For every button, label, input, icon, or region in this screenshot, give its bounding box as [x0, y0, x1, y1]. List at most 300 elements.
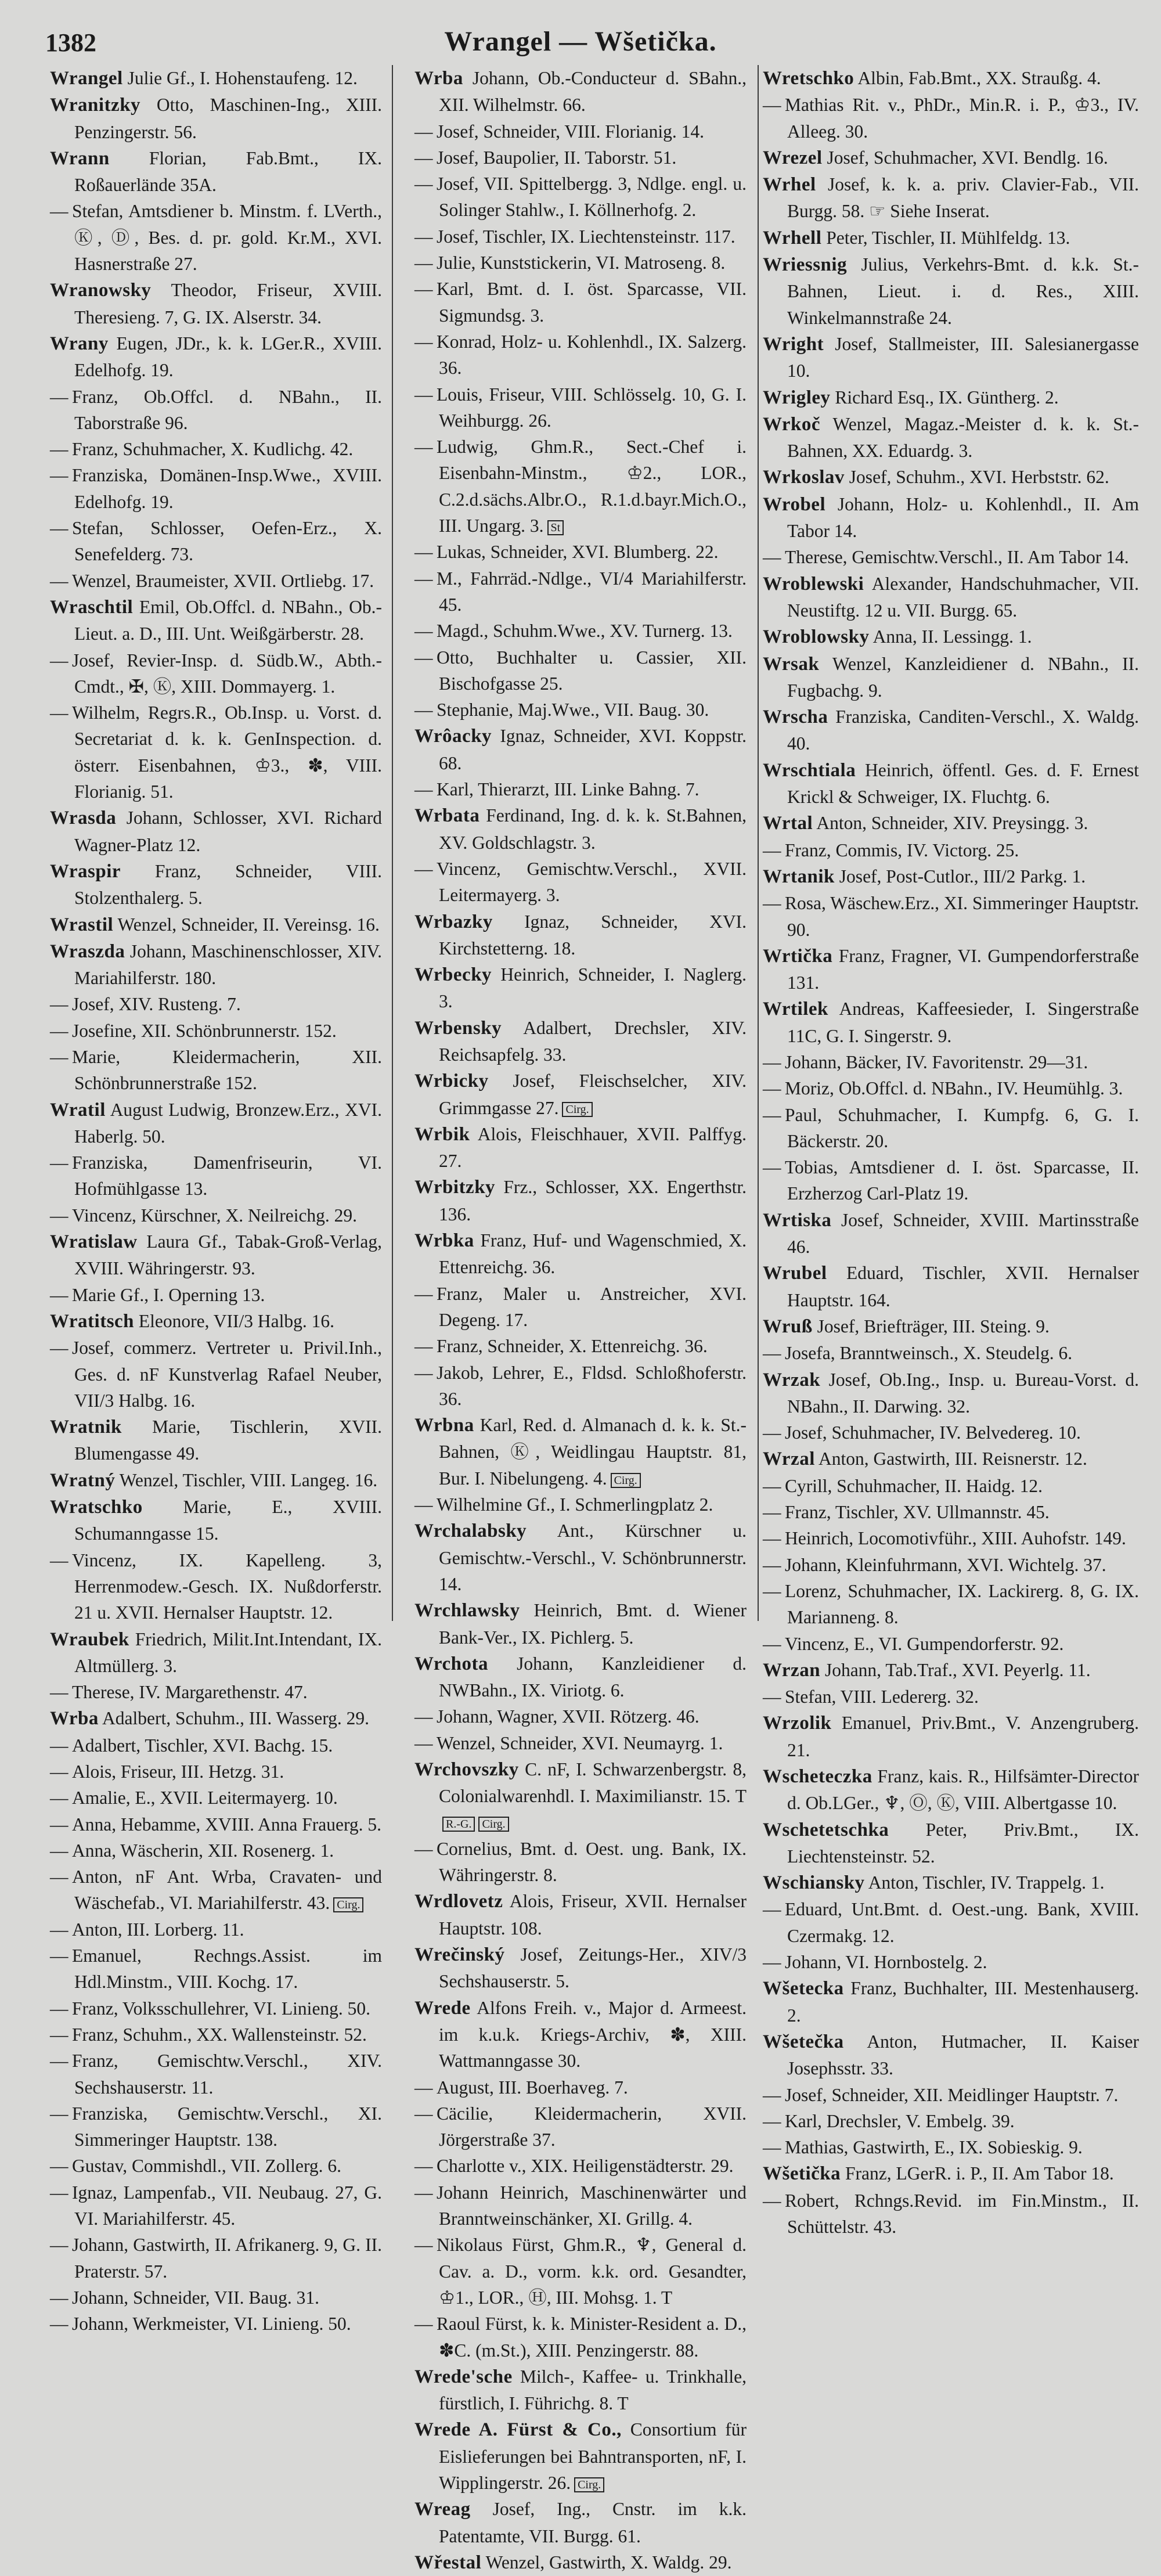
entry-surname: Wřestal: [414, 2552, 482, 2573]
ditto-dash: —: [763, 1104, 781, 1125]
entry-text: Anton, Hutmacher, II. Kaiser Josephsstr. 33.: [787, 2031, 1139, 2079]
ditto-dash: —: [763, 1157, 781, 1178]
entry-surname: Wrhel: [763, 174, 816, 196]
ditto-dash: —: [763, 1554, 781, 1575]
ditto-dash: —: [414, 779, 433, 800]
directory-entry: [414, 2496, 747, 2549]
entry-text: Josefa, Branntweinsch., X. Steudelg. 6.: [785, 1343, 1073, 1364]
entry-text: Johann, Schneider, VII. Baug. 31.: [72, 2287, 319, 2308]
ditto-dash: —: [50, 1945, 68, 1966]
directory-entry: [763, 92, 1139, 145]
directory-entry: [50, 462, 382, 515]
entry-text: Josef, Fleischselcher, XIV. Grimmgasse 27.: [439, 1071, 747, 1118]
entry-surname: Wrchlawsky: [414, 1600, 520, 1622]
ditto-dash: —: [763, 1475, 781, 1496]
entry-text: Ignaz, Schneider, XVI. Koppstr. 68.: [439, 726, 747, 773]
directory-column-1: [50, 65, 382, 2337]
ditto-dash: —: [414, 1336, 433, 1357]
ditto-dash: —: [414, 2103, 433, 2124]
entry-surname: Wschiansky: [763, 1872, 865, 1894]
directory-entry: [763, 411, 1139, 464]
directory-entry: [50, 2285, 382, 2311]
directory-entry: [763, 491, 1139, 545]
entry-text: Alois, Fleischhauer, XVII. Palffyg. 27.: [439, 1123, 747, 1172]
entry-surname: Wrbata: [414, 805, 480, 827]
ditto-dash: —: [414, 1706, 433, 1727]
directory-entry: [414, 539, 747, 565]
entry-text: Cäcilie, Kleidermacherin, XVII. Jörgerstraße 37.: [437, 2103, 747, 2150]
ditto-dash: —: [763, 2190, 781, 2211]
entry-text: Stefan, VIII. Ledererg. 32.: [785, 1687, 979, 1707]
ditto-dash: —: [50, 1338, 68, 1359]
directory-entry: [50, 647, 382, 700]
ditto-dash: —: [50, 1788, 68, 1808]
ditto-dash: —: [414, 121, 433, 142]
directory-entry: [763, 704, 1139, 757]
entry-text: Ludwig, Ghm.R., Sect.-Chef i. Eisenbahn-Minstm., ♔2., LOR., C.2.d.sächs.Albr.O., R.1.d.bayr.Mich.O., III. Ungarg. 3.: [437, 437, 747, 536]
entry-text: Josef, Stallmeister, III. Salesianergasse 10.: [787, 333, 1139, 381]
ditto-dash: —: [414, 279, 433, 300]
entry-text: Ignaz, Schneider, XVI. Kirchstetterng. 18.: [439, 911, 747, 959]
entry-surname: Wrhell: [763, 227, 822, 248]
entry-surname: Wrbitzky: [414, 1177, 496, 1198]
directory-entry: [50, 1282, 382, 1308]
entry-text: Gustav, Commishdl., VII. Zollerg. 6.: [72, 2156, 342, 2177]
directory-entry: [50, 1335, 382, 1414]
ditto-dash: —: [50, 2287, 68, 2308]
directory-entry: [763, 2188, 1139, 2240]
entry-text: Franz, Gemischtw.Verschl., XIV. Sechshauserstr. 11.: [72, 2051, 382, 2098]
directory-entry: [414, 2416, 747, 2496]
directory-entry: [414, 2311, 747, 2364]
directory-entry: [414, 1941, 747, 1995]
directory-entry: [414, 1836, 747, 1889]
entry-surname: Wrkoč: [763, 413, 821, 435]
ditto-dash: —: [50, 1814, 68, 1835]
directory-entry: [414, 171, 747, 224]
directory-entry: [763, 1446, 1139, 1472]
ditto-dash: —: [50, 702, 68, 723]
ditto-dash: —: [50, 2024, 68, 2045]
entry-text: Wenzel, Schneider, II. Vereinsg. 16.: [117, 914, 380, 935]
entry-text: Franz, Ob.Offcl. d. NBahn., II. Taborstraße 96.: [72, 386, 382, 433]
running-head: Wrangel — Wšetička.: [444, 26, 717, 57]
directory-entry: [763, 1499, 1139, 1525]
directory-entry: [50, 92, 382, 145]
entry-text: Josef, Schuhm., XVI. Herbststr. 62.: [849, 467, 1109, 488]
directory-entry: [763, 464, 1139, 491]
ditto-dash: —: [50, 2182, 68, 2203]
directory-entry: [763, 1207, 1139, 1260]
directory-entry: [763, 1657, 1139, 1684]
ditto-dash: —: [414, 2182, 433, 2203]
entry-badge: St: [547, 520, 564, 535]
ditto-dash: —: [50, 2103, 68, 2124]
ditto-dash: —: [414, 2077, 433, 2098]
entry-text: Johann, Kleinfuhrmann, XVI. Wichtelg. 37.: [785, 1554, 1106, 1575]
ditto-dash: —: [50, 1735, 68, 1756]
entry-text: Franz, Volksschullehrer, VI. Linieng. 50.: [72, 1998, 371, 2019]
entry-surname: Wrba: [50, 1708, 99, 1730]
directory-entry: [763, 2134, 1139, 2160]
ditto-dash: —: [414, 1283, 433, 1304]
ditto-dash: —: [763, 1687, 781, 1707]
ditto-dash: —: [50, 1867, 68, 1887]
directory-entry: [50, 145, 382, 199]
entry-text: Wenzel, Tischler, VIII. Langeg. 16.: [119, 1469, 378, 1490]
ditto-dash: —: [414, 384, 433, 405]
entry-surname: Wrobel: [763, 493, 826, 515]
entry-surname: Wrbik: [414, 1123, 470, 1145]
directory-entry: [763, 1473, 1139, 1499]
ditto-dash: —: [50, 1046, 68, 1067]
ditto-dash: —: [50, 1761, 68, 1782]
entry-text: Josef, Briefträger, III. Steing. 9.: [817, 1316, 1050, 1336]
directory-entry: [763, 1367, 1139, 1420]
entry-text: Eduard, Tischler, XVII. Hernalser Hauptstr. 164.: [787, 1263, 1140, 1310]
entry-text: Alois, Friseur, XVII. Hernalser Hauptstr. 108.: [439, 1891, 747, 1939]
entry-text: Eugen, JDr., k. k. LGer.R., XVIII. Edelhofg. 19.: [74, 333, 383, 381]
entry-text: Emanuel, Rechngs.Assist. im Hdl.Minstm., VIII. Kochg. 17.: [72, 1945, 382, 1993]
entry-text: Josef, Zeitungs-Her., XIV/3 Sechshauserstr. 5.: [439, 1944, 747, 1992]
ditto-dash: —: [50, 1284, 68, 1305]
entry-text: Andreas, Kaffeesieder, I. Singerstraße 11C, G. I. Singerstr. 9.: [787, 999, 1139, 1046]
entry-text: Robert, Rchngs.Revid. im Fin.Minstm., II. Schüttelstr. 43.: [785, 2190, 1139, 2238]
directory-entry: [50, 2101, 382, 2153]
directory-entry: [50, 568, 382, 594]
directory-entry: [414, 1597, 747, 1651]
ditto-dash: —: [763, 1051, 781, 1072]
entry-text: Josef, Schneider, XVIII. Martinsstraße 46.: [787, 1209, 1139, 1258]
directory-entry: [763, 1896, 1139, 1949]
directory-entry: [414, 1412, 747, 1491]
entry-text: Raoul Fürst, k. k. Minister-Resident a. D., ✽C. (m.St.), XIII. Penzingerstr. 88.: [437, 2314, 747, 2361]
directory-entry: [414, 276, 747, 329]
ditto-dash: —: [50, 994, 68, 1015]
entry-text: Karl, Red. d. Almanach d. k. k. St.-Bahnen, Ⓚ, Weidlingau Hauptstr. 81, Bur. I. Nibelungeng. 4.: [439, 1415, 747, 1489]
directory-entry: [414, 961, 747, 1015]
entry-surname: Wrzan: [763, 1659, 821, 1681]
directory-entry: [50, 2311, 382, 2337]
entry-text: Jakob, Lehrer, E., Fldsd. Schloßhoferstr. 36.: [437, 1362, 747, 1409]
entry-text: Anton, nF Ant. Wrba, Cravaten- und Wäschefab., VI. Mariahilferstr. 43.: [72, 1867, 382, 1914]
directory-entry: [763, 1949, 1139, 1975]
directory-entry: [763, 1552, 1139, 1578]
entry-text: Johann, Werkmeister, VI. Linieng. 50.: [72, 2314, 351, 2334]
directory-entry: [50, 198, 382, 277]
directory-entry: [414, 2074, 747, 2101]
ditto-dash: —: [50, 2156, 68, 2177]
entry-surname: Wrsak: [763, 653, 820, 675]
page-number: 1382: [45, 28, 96, 57]
directory-entry: [50, 991, 382, 1017]
entry-text: Frz., Schlosser, XX. Engerthstr. 136.: [439, 1177, 747, 1224]
directory-entry: [50, 2153, 382, 2179]
entry-surname: Wranitzky: [50, 95, 141, 116]
ditto-dash: —: [50, 518, 68, 539]
entry-text: Konrad, Holz- u. Kohlenhdl., IX. Salzerg. 36.: [437, 331, 747, 379]
entry-text: Eleonore, VII/3 Halbg. 16.: [138, 1310, 335, 1331]
ditto-dash: —: [763, 1528, 781, 1549]
entry-badge: Cirg.: [562, 1102, 592, 1117]
directory-entry: [763, 251, 1139, 331]
directory-entry: [763, 1260, 1139, 1313]
entry-text: Josef, Schneider, XII. Meidlinger Hauptstr. 7.: [785, 2084, 1119, 2105]
entry-text: Josefine, XII. Schönbrunnerstr. 152.: [72, 1020, 337, 1041]
directory-entry: [763, 757, 1139, 810]
entry-text: Therese, IV. Margarethenstr. 47.: [72, 1682, 308, 1703]
entry-text: Ignaz, Lampenfab., VII. Neubaug. 27, G. VI. Mariahilferstr. 45.: [72, 2182, 382, 2229]
entry-text: Wenzel, Gastwirth, X. Waldg. 29.: [485, 2552, 732, 2573]
ditto-dash: —: [50, 201, 68, 222]
entry-surname: Wrtilek: [763, 999, 828, 1020]
directory-entry: [50, 1705, 382, 1732]
entry-surname: Wranowsky: [50, 280, 152, 301]
entry-surname: Wrany: [50, 333, 109, 354]
directory-entry: [50, 1995, 382, 2022]
directory-entry: [414, 2232, 747, 2311]
entry-badge: Cirg.: [574, 2477, 604, 2492]
directory-entry: [50, 1864, 382, 1916]
directory-entry: [414, 2101, 747, 2153]
directory-entry: [50, 1626, 382, 1680]
ditto-dash: —: [763, 1899, 781, 1920]
ditto-dash: —: [414, 331, 433, 352]
directory-entry: [763, 2082, 1139, 2108]
entry-text: Anna, Hebamme, XVIII. Anna Frauerg. 5.: [72, 1814, 382, 1835]
ditto-dash: —: [414, 253, 433, 273]
directory-entry: [50, 436, 382, 462]
entry-text: Franz, Maler u. Anstreicher, XVI. Degeng. 17.: [437, 1283, 747, 1330]
entry-text: Karl, Bmt. d. I. öst. Sparcasse, VII. Sigmundsg. 3.: [437, 279, 747, 326]
directory-entry: [414, 1491, 747, 1518]
entry-surname: Wrann: [50, 147, 110, 169]
ditto-dash: —: [50, 650, 68, 671]
entry-text: Franz, Schuhm., XX. Wallensteinstr. 52.: [72, 2024, 367, 2045]
entry-surname: Wrbna: [414, 1415, 474, 1436]
entry-surname: Wrbensky: [414, 1017, 502, 1039]
entry-text: Tobias, Amtsdiener d. I. öst. Sparcasse, II. Erzherzog Carl-Platz 19.: [785, 1157, 1139, 1204]
entry-surname: Wrba: [414, 68, 463, 89]
entry-text: Josef, Tischler, IX. Liechtensteinstr. 117.: [437, 226, 735, 247]
directory-entry: [763, 1154, 1139, 1207]
entry-badge: Cirg.: [611, 1473, 641, 1488]
directory-entry: [50, 1943, 382, 1995]
entry-surname: Wrezel: [763, 147, 823, 168]
entry-surname: Wrbicky: [414, 1071, 489, 1092]
entry-text: Ant., Kürschner u. Gemischtw.-Verschl., V. Schönbrunnerstr. 14.: [439, 1521, 747, 1594]
directory-entry: [50, 2179, 382, 2232]
entry-text: Peter, Tischler, II. Mühlfeldg. 13.: [826, 227, 1070, 248]
entry-text: Friedrich, Milit.Int.Intendant, IX. Altmüllerg. 3.: [74, 1629, 382, 1676]
directory-entry: [50, 938, 382, 992]
ditto-dash: —: [50, 1998, 68, 2019]
entry-text: Franz, LGerR. i. P., II. Am Tabor 18.: [845, 2163, 1114, 2184]
entry-text: C. nF, I. Schwarzenbergstr. 8, Colonialwarenhdl. I. Maximilianstr. 15. T: [439, 1759, 747, 1807]
directory-entry: [50, 1547, 382, 1626]
directory-entry: [50, 1467, 382, 1494]
directory-entry: [763, 1578, 1139, 1631]
entry-text: Vincenz, Kürschner, X. Neilreichg. 29.: [72, 1205, 358, 1226]
directory-entry: [50, 1759, 382, 1785]
ditto-dash: —: [414, 147, 433, 168]
entry-text: Peter, Priv.Bmt., IX. Liechtensteinstr. 52.: [787, 1819, 1139, 1867]
directory-entry: [414, 224, 747, 250]
directory-entry: [414, 1121, 747, 1174]
entry-text: Karl, Drechsler, V. Embelg. 39.: [785, 2110, 1015, 2131]
entry-surname: Wrtal: [763, 813, 813, 834]
entry-text: Heinrich, Bmt. d. Wiener Bank-Ver., IX. Pichlerg. 5.: [439, 1600, 747, 1648]
ditto-dash: —: [50, 2235, 68, 2256]
entry-text: Josef, Revier-Insp. d. Südb.W., Abth.-Cmdt., ✠, Ⓚ, XIII. Dommayerg. 1.: [72, 650, 382, 697]
entry-text: Stephanie, Maj.Wwe., VII. Baug. 30.: [437, 700, 709, 720]
entry-text: Amalie, E., XVII. Leitermayerg. 10.: [72, 1788, 338, 1808]
ditto-dash: —: [763, 1502, 781, 1523]
entry-text: Johann, Holz- u. Kohlenhdl., II. Am Tabor 14.: [787, 493, 1139, 542]
directory-entry: [763, 863, 1139, 890]
entry-text: Magd., Schuhm.Wwe., XV. Turnerg. 13.: [437, 621, 733, 642]
entry-text: Adalbert, Drechsler, XIV. Reichsapfelg. 33.: [439, 1017, 747, 1065]
directory-entry: [414, 1651, 747, 1704]
directory-entry: [414, 2549, 747, 2576]
directory-entry: [414, 65, 747, 118]
entry-text: Josef, Post-Cutlor., III/2 Parkg. 1.: [839, 866, 1086, 887]
entry-text: Emanuel, Priv.Bmt., V. Anzengruberg. 21.: [787, 1713, 1139, 1760]
directory-entry: [50, 1097, 382, 1150]
directory-entry: [414, 1227, 747, 1281]
ditto-dash: —: [414, 1838, 433, 1859]
entry-surname: Wratil: [50, 1099, 106, 1121]
entry-text: Johann, Gastwirth, II. Afrikanerg. 9, G. II. Praterstr. 57.: [72, 2235, 382, 2282]
entry-surname: Wrscha: [763, 707, 828, 728]
entry-surname: Wrzolik: [763, 1713, 832, 1734]
directory-entry: [763, 1102, 1139, 1155]
entry-surname: Wšetička: [763, 2163, 841, 2185]
directory-entry: [50, 1308, 382, 1335]
directory-entry: [50, 1732, 382, 1759]
entry-text: Cyrill, Schuhmacher, II. Haidg. 12.: [785, 1475, 1043, 1496]
directory-entry: [414, 2153, 747, 2179]
entry-text: Anton, III. Lorberg. 11.: [72, 1919, 244, 1940]
entry-text: Ferdinand, Ing. d. k. k. St.Bahnen, XV. Goldschlagstr. 3.: [439, 805, 747, 853]
entry-text: Moriz, Ob.Offcl. d. NBahn., IV. Heumühlg. 3.: [785, 1078, 1123, 1099]
directory-entry: [763, 65, 1139, 92]
entry-text: Franz, kais. R., Hilfsämter-Director d. Ob.LGer., ♆, Ⓞ, Ⓚ, VIII. Albertgasse 10.: [787, 1766, 1140, 1814]
directory-entry: [414, 644, 747, 697]
directory-entry: [763, 1869, 1139, 1896]
entry-text: Franz, Buchhalter, III. Mestenhauserg. 2.: [787, 1978, 1140, 2026]
directory-entry: [763, 1631, 1139, 1657]
entry-surname: Wrede: [414, 1997, 471, 2019]
entry-text: Anna, Wäscherin, XII. Rosenerg. 1.: [72, 1840, 334, 1861]
ditto-dash: —: [763, 547, 781, 568]
ditto-dash: —: [414, 647, 433, 668]
ditto-dash: —: [763, 2084, 781, 2105]
directory-entry: [414, 1888, 747, 1941]
entry-text: Franziska, Canditen-Verschl., X. Waldg. 40.: [787, 707, 1139, 754]
entry-text: Johann, Ob.-Conducteur d. SBahn., XII. Wilhelmstr. 66.: [439, 68, 747, 116]
entry-surname: Wratný: [50, 1469, 116, 1491]
directory-column-3: [763, 65, 1139, 2240]
directory-entry: [414, 1015, 747, 1068]
directory-entry: [763, 225, 1139, 251]
directory-entry: [50, 1414, 382, 1467]
directory-entry: [763, 1419, 1139, 1446]
directory-entry: [763, 384, 1139, 411]
entry-surname: Wrdlovetz: [414, 1891, 503, 1912]
directory-entry: [763, 624, 1139, 650]
directory-column-2: [414, 65, 747, 2576]
entry-surname: Wright: [763, 333, 824, 355]
ditto-dash: —: [414, 858, 433, 879]
entry-text: Josef, Schuhmacher, IV. Belvedereg. 10.: [785, 1422, 1081, 1443]
entry-surname: Wrubel: [763, 1263, 827, 1284]
directory-entry: [414, 381, 747, 434]
entry-surname: Wrchota: [414, 1653, 488, 1674]
entry-text: Josef, Baupolier, II. Taborstr. 51.: [437, 147, 677, 168]
directory-entry: [50, 1228, 382, 1282]
ditto-dash: —: [50, 386, 68, 407]
entry-text: Johann, VI. Hornbostelg. 2.: [785, 1952, 987, 1973]
entry-text: Lukas, Schneider, XVI. Blumberg. 22.: [437, 542, 719, 563]
ditto-dash: —: [763, 2137, 781, 2158]
ditto-dash: —: [50, 1840, 68, 1861]
directory-entry: [50, 911, 382, 938]
entry-text: Louis, Friseur, VIII. Schlösselg. 10, G. I. Weihburgg. 26.: [437, 384, 747, 431]
ditto-dash: —: [763, 1343, 781, 1364]
entry-text: Franz, Commis, IV. Victorg. 25.: [785, 840, 1019, 860]
entry-badge: R.-G.: [442, 1817, 475, 1832]
directory-entry: [50, 330, 382, 384]
entry-text: Richard Esq., IX. Güntherg. 2.: [835, 387, 1059, 408]
directory-entry: [50, 1018, 382, 1044]
ditto-dash: —: [763, 2110, 781, 2131]
entry-text: Albin, Fab.Bmt., XX. Straußg. 4.: [857, 68, 1101, 88]
entry-surname: Wraubek: [50, 1629, 129, 1650]
directory-entry: [414, 1730, 747, 1756]
entry-text: Otto, Maschinen-Ing., XIII. Penzingerstr. 56.: [74, 95, 382, 142]
entry-text: Johann, Maschinenschlosser, XIV. Mariahilferstr. 180.: [74, 941, 382, 989]
ditto-dash: —: [414, 542, 433, 563]
directory-entry: [414, 2364, 747, 2417]
ditto-dash: —: [50, 2051, 68, 2071]
entry-surname: Wrede A. Fürst & Co.,: [414, 2419, 622, 2441]
entry-surname: Wrôacky: [414, 726, 492, 747]
directory-entry: [763, 890, 1139, 943]
ditto-dash: —: [414, 226, 433, 247]
entry-text: Rosa, Wäschew.Erz., XI. Simmeringer Hauptstr. 90.: [785, 893, 1139, 940]
directory-entry: [50, 1785, 382, 1811]
entry-text: Johann, Wagner, XVII. Rötzerg. 46.: [437, 1706, 700, 1727]
entry-surname: Wrede'sche: [414, 2366, 513, 2387]
directory-entry: [414, 909, 747, 962]
entry-text: Julie, Kunststickerin, VI. Matroseng. 8.: [437, 253, 726, 273]
entry-text: Marie, Tischlerin, XVII. Blumengasse 49.: [74, 1417, 382, 1464]
ditto-dash: —: [50, 465, 68, 486]
entry-text: Johann Heinrich, Maschinenwärter und Branntweinschänker, XI. Grillg. 4.: [437, 2182, 747, 2229]
entry-surname: Wraspir: [50, 860, 121, 882]
entry-text: Charlotte v., XIX. Heiligenstädterstr. 29.: [437, 2156, 734, 2177]
entry-text: Franziska, Damenfriseurin, VI. Hofmühlgasse 13.: [72, 1152, 382, 1199]
entry-text: Wenzel, Braumeister, XVII. Ortliebg. 17.: [72, 570, 374, 591]
directory-entry: [50, 1150, 382, 1202]
entry-surname: Wriessnig: [763, 254, 848, 276]
entry-text: Consortium für Eislieferungen bei Bahntransporten, nF, I. Wipplingerstr. 26.: [439, 2419, 747, 2494]
directory-entry: [414, 1995, 747, 2074]
entry-text: Emil, Ob.Offcl. d. NBahn., Ob.-Lieut. a. D., III. Unt. Weißgärberstr. 28.: [74, 596, 382, 644]
entry-surname: Wratnik: [50, 1417, 122, 1438]
entry-surname: Wrchovszky: [414, 1759, 519, 1780]
